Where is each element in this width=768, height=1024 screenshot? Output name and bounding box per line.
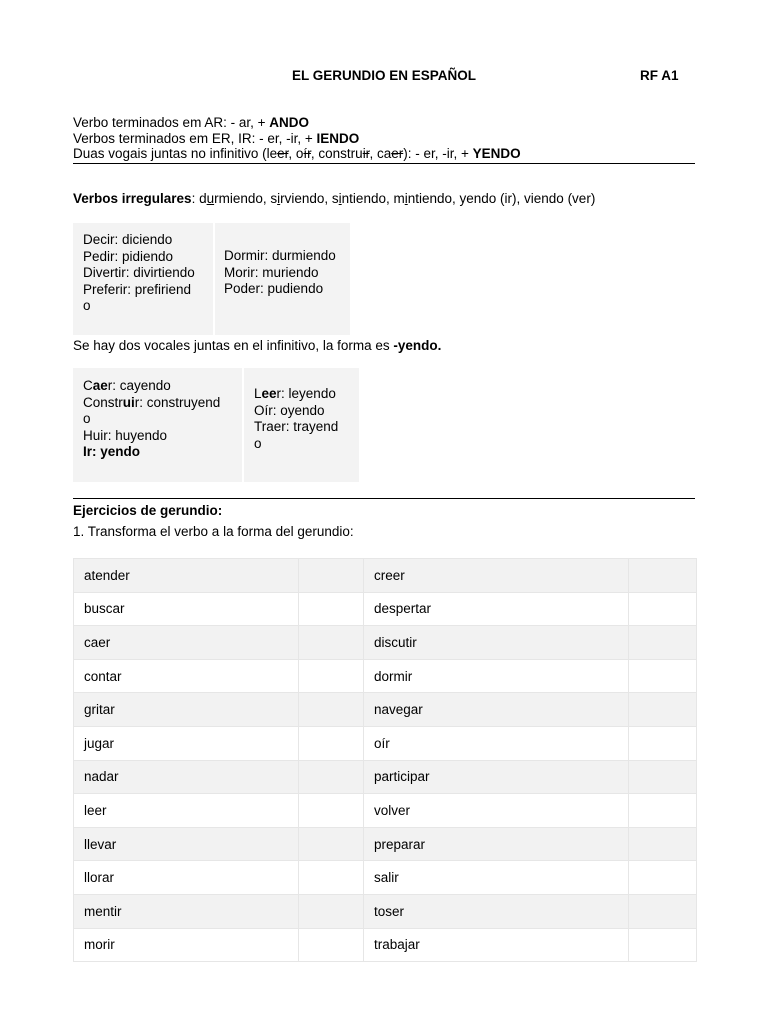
irregular-verbs-label: Verbos irregulares — [73, 191, 192, 206]
answer-cell[interactable] — [629, 760, 697, 794]
table-row — [74, 626, 697, 660]
rule-vowels: Duas vogais juntas no infinitivo (leer, oír, construir, caer): - er, -ir, + YENDO — [73, 146, 695, 164]
verb-cell: leer — [74, 794, 299, 828]
page-title: EL GERUNDIO EN ESPAÑOL — [291, 68, 477, 83]
verb-cell: toser — [364, 894, 629, 928]
table-row — [74, 693, 697, 727]
answer-cell[interactable] — [299, 626, 364, 660]
verb-cell: mentir — [74, 894, 299, 928]
table-row — [74, 861, 697, 895]
answer-cell[interactable] — [629, 559, 697, 593]
level-code: RF A1 — [640, 68, 679, 83]
table-row — [74, 659, 697, 693]
verb-cell: salir — [364, 861, 629, 895]
answer-cell[interactable] — [629, 894, 697, 928]
table-row — [74, 894, 697, 928]
verb-cell: discutir — [364, 626, 629, 660]
stem-change-box-left: Decir: diciendo Pedir: pidiendo Divertir: divirtiendo Preferir: prefiriend o — [73, 223, 213, 335]
answer-cell[interactable] — [299, 894, 364, 928]
answer-cell[interactable] — [299, 861, 364, 895]
verb-cell: creer — [364, 559, 629, 593]
table-row — [74, 794, 697, 828]
table-row — [74, 592, 697, 626]
answer-cell[interactable] — [629, 592, 697, 626]
verb-cell: despertar — [364, 592, 629, 626]
answer-cell[interactable] — [299, 794, 364, 828]
exercise-table — [73, 558, 697, 962]
answer-cell[interactable] — [299, 592, 364, 626]
stem-change-box-right: Dormir: durmiendo Morir: muriendo Poder: pudiendo — [215, 223, 350, 335]
verb-cell: morir — [74, 928, 299, 962]
answer-cell[interactable] — [299, 760, 364, 794]
yendo-box-right: Leer: leyendo Oír: oyendo Traer: trayend o — [244, 368, 359, 482]
table-row — [74, 760, 697, 794]
answer-cell[interactable] — [629, 794, 697, 828]
verb-cell: llorar — [74, 861, 299, 895]
answer-cell[interactable] — [629, 861, 697, 895]
answer-cell[interactable] — [629, 693, 697, 727]
answer-cell[interactable] — [299, 827, 364, 861]
verb-cell: dormir — [364, 659, 629, 693]
verb-cell: preparar — [364, 827, 629, 861]
verb-cell: atender — [74, 559, 299, 593]
answer-cell[interactable] — [629, 928, 697, 962]
verb-cell: volver — [364, 794, 629, 828]
answer-cell[interactable] — [299, 659, 364, 693]
answer-cell[interactable] — [629, 726, 697, 760]
answer-cell[interactable] — [299, 726, 364, 760]
verb-cell: oír — [364, 726, 629, 760]
rule-ar: Verbo terminados em AR: - ar, + ANDO — [73, 115, 309, 130]
section-divider — [73, 498, 695, 499]
exercise-instruction: 1. Transforma el verbo a la forma del gerundio: — [73, 524, 354, 539]
table-row — [74, 559, 697, 593]
verb-cell: trabajar — [364, 928, 629, 962]
exercises-title: Ejercicios de gerundio: — [73, 503, 223, 518]
answer-cell[interactable] — [299, 928, 364, 962]
verb-cell: nadar — [74, 760, 299, 794]
verb-cell: buscar — [74, 592, 299, 626]
verb-cell: jugar — [74, 726, 299, 760]
irregular-verbs-line: Verbos irregulares: durmiendo, sirviendo, sintiendo, mintiendo, yendo (ir), viendo (ver) — [73, 191, 596, 206]
verb-cell: llevar — [74, 827, 299, 861]
answer-cell[interactable] — [629, 659, 697, 693]
answer-cell[interactable] — [629, 827, 697, 861]
vowels-note: Se hay dos vocales juntas en el infinitivo, la forma es -yendo. — [73, 338, 442, 353]
table-row — [74, 928, 697, 962]
yendo-box-left: Caer: cayendo Construir: construyend o Huir: huyendo Ir: yendo — [73, 368, 242, 482]
rule-er-ir: Verbos terminados em ER, IR: - er, -ir, + IENDO — [73, 130, 360, 146]
verb-cell: caer — [74, 626, 299, 660]
page-title-row — [0, 68, 768, 83]
answer-cell[interactable] — [299, 559, 364, 593]
gerund-rules — [73, 115, 695, 164]
verb-cell: gritar — [74, 693, 299, 727]
table-row — [74, 827, 697, 861]
table-row — [74, 726, 697, 760]
verb-cell: contar — [74, 659, 299, 693]
answer-cell[interactable] — [629, 626, 697, 660]
answer-cell[interactable] — [299, 693, 364, 727]
verb-cell: participar — [364, 760, 629, 794]
verb-cell: navegar — [364, 693, 629, 727]
